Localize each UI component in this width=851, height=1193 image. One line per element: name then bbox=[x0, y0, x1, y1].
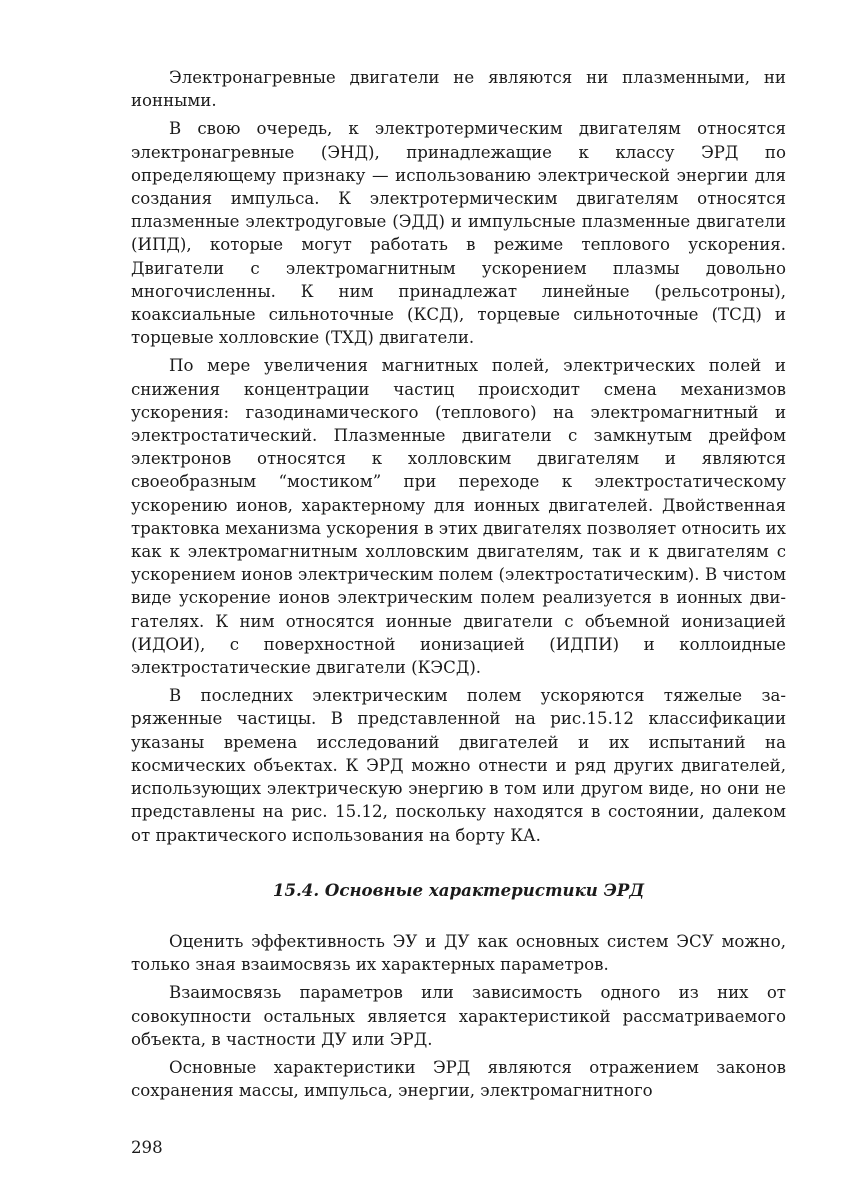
paragraph-4: В последних электрическим полем ускоряются тяжелые заряженные частицы. В представленной на рис.15.12 классификации указаны времена исследований двигателей и их испытаний на космических объектах. К ЭРД можно отнести и ряд других двигателей, использующих электрическую энергию в том или другом виде, но они не представлены на рис. 15.12, поскольку находятся в состоянии, далеком от практического использования на борту КА. bbox=[131, 686, 786, 845]
paragraph-1: Электронагревные двигатели не являются ни плазменными, ни ионными. bbox=[131, 68, 786, 111]
paragraph-7: Основные характеристики ЭРД являются отражением законов сохранения массы, импульса, энергии, электромагнитного bbox=[131, 1057, 786, 1101]
page-body bbox=[131, 66, 786, 1102]
paragraph-5: Оценить эффективность ЭУ и ДУ как основных систем ЭСУ можно, только зная взаимосвязь их характерных параметров. bbox=[131, 931, 786, 975]
paragraph-2: В свою очередь, к электротермическим двигателям относятся электронагревные (ЭНД), принадлежащие к классу ЭРД по определяющему признаку — использованию электрической энергии для создания импульса. К электротермическим двигателям относятся плазменные электродуговые (ЭДД) и импульсные плазменные двигатели (ИПД), которые могут работать в режиме теплового ускорения. Двигатели с электромагнитным ускорением плазмы довольно многочисленны. К ним принадлежат линейные (рельсотроны), коаксиальные сильноточные (КСД), торцевые сильноточные (ТСД) и торцевые холловские (ТХД) двигатели. bbox=[131, 119, 786, 348]
paragraph-3: По мере увеличения магнитных полей, электрических полей и снижения концентрации частиц происходит смена механизмов ускорения: газодинамического (теплового) на электромагнитный и электростатический. Плазменные двигатели с замкнутым дрейфом электронов относятся к холловским двигателям и являются своеобразным “мостиком” при переходе к электростатическому ускорению ионов, характерному для ионных двигателей. Двойственная трактовка механизма ускорения в этих двигателях позволяет относить их как к электромагнитным холловским двигателям, так и к двигателям с ускорением ионов электрическим полем (электростатическим). В чистом виде ускорение ионов электрическим полем реализуется в ионных двигателях. К ним относятся ионные двигатели с объемной ионизацией (ИДОИ), с поверхностной ионизацией (ИДПИ) и коллоидные электростатические двигатели (КЭСД). bbox=[131, 356, 786, 678]
page-number: 298 bbox=[131, 1138, 163, 1157]
paragraph-6: Взаимосвязь параметров или зависимость одного из них от совокупности остальных является характеристикой рассматриваемого объекта, в частности ДУ или ЭРД. bbox=[131, 983, 786, 1049]
section-title: 15.4. Основные характеристики ЭРД bbox=[272, 879, 645, 900]
